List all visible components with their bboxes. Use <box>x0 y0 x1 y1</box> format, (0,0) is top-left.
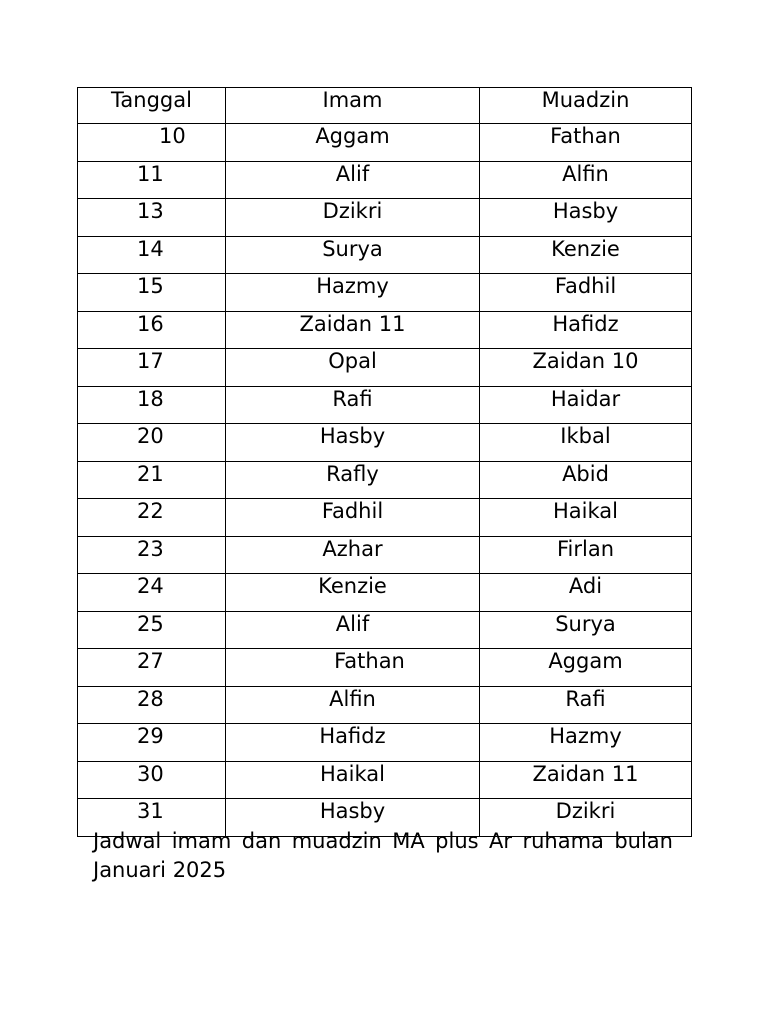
cell-muadzin: Firlan <box>480 537 692 574</box>
cell-muadzin: Alfin <box>480 162 692 199</box>
table-row <box>78 462 692 499</box>
cell-tanggal: 22 <box>78 499 226 537</box>
cell-imam: Azhar <box>226 537 480 574</box>
cell-tanggal: 29 <box>78 724 226 762</box>
cell-imam: Opal <box>226 349 480 387</box>
table-row <box>78 349 692 387</box>
table-row <box>78 574 692 612</box>
cell-muadzin: Zaidan 11 <box>480 762 692 799</box>
cell-imam: Hazmy <box>226 274 480 312</box>
cell-imam: Alif <box>226 162 480 199</box>
cell-tanggal: 28 <box>78 687 226 724</box>
cell-muadzin: Ikbal <box>480 424 692 462</box>
cell-tanggal: 25 <box>78 612 226 649</box>
cell-muadzin: Abid <box>480 462 692 499</box>
cell-muadzin: Haikal <box>480 499 692 537</box>
cell-muadzin: Hafidz <box>480 312 692 349</box>
cell-muadzin: Surya <box>480 612 692 649</box>
cell-imam: Hasby <box>226 424 480 462</box>
cell-imam: Dzikri <box>226 199 480 237</box>
table-row <box>78 274 692 312</box>
cell-imam: Rafly <box>226 462 480 499</box>
cell-muadzin: Adi <box>480 574 692 612</box>
table-row <box>78 424 692 462</box>
cell-imam: Surya <box>226 237 480 274</box>
table-row <box>78 499 692 537</box>
table-row <box>78 237 692 274</box>
cell-muadzin: Haidar <box>480 387 692 424</box>
cell-tanggal: 27 <box>78 649 226 687</box>
cell-tanggal: 17 <box>78 349 226 387</box>
cell-tanggal: 24 <box>78 574 226 612</box>
cell-tanggal: 14 <box>78 237 226 274</box>
table-row <box>78 124 692 162</box>
table-row <box>78 724 692 762</box>
cell-muadzin: Hazmy <box>480 724 692 762</box>
header-imam: Imam <box>226 88 480 124</box>
cell-muadzin: Fadhil <box>480 274 692 312</box>
table-row <box>78 387 692 424</box>
cell-imam: Haikal <box>226 762 480 799</box>
cell-tanggal: 31 <box>78 799 226 837</box>
table-row <box>78 649 692 687</box>
header-tanggal: Tanggal <box>78 88 226 124</box>
cell-tanggal: 23 <box>78 537 226 574</box>
table-row <box>78 312 692 349</box>
table-row <box>78 612 692 649</box>
table-row <box>78 162 692 199</box>
cell-imam: Hafidz <box>226 724 480 762</box>
cell-imam: Fathan <box>226 649 480 687</box>
cell-tanggal: 21 <box>78 462 226 499</box>
cell-tanggal: 10 <box>78 124 226 162</box>
schedule-table <box>77 87 692 837</box>
cell-tanggal: 18 <box>78 387 226 424</box>
cell-muadzin: Rafi <box>480 687 692 724</box>
cell-tanggal: 11 <box>78 162 226 199</box>
table-row <box>78 199 692 237</box>
table-row <box>78 762 692 799</box>
table-row <box>78 687 692 724</box>
cell-muadzin: Dzikri <box>480 799 692 837</box>
cell-imam: Aggam <box>226 124 480 162</box>
cell-muadzin: Aggam <box>480 649 692 687</box>
cell-muadzin: Zaidan 10 <box>480 349 692 387</box>
cell-tanggal: 13 <box>78 199 226 237</box>
cell-tanggal: 20 <box>78 424 226 462</box>
table-header-row <box>78 88 692 124</box>
header-muadzin: Muadzin <box>480 88 692 124</box>
cell-imam: Alif <box>226 612 480 649</box>
table-row <box>78 537 692 574</box>
cell-imam: Hasby <box>226 799 480 837</box>
table-body <box>78 124 692 837</box>
cell-imam: Alfin <box>226 687 480 724</box>
cell-imam: Kenzie <box>226 574 480 612</box>
cell-tanggal: 30 <box>78 762 226 799</box>
cell-imam: Zaidan 11 <box>226 312 480 349</box>
cell-muadzin: Kenzie <box>480 237 692 274</box>
cell-tanggal: 16 <box>78 312 226 349</box>
cell-tanggal: 15 <box>78 274 226 312</box>
document-caption: Jadwal imam dan muadzin MA plus Ar ruhama bulan Januari 2025 <box>93 829 673 882</box>
cell-muadzin: Hasby <box>480 199 692 237</box>
cell-imam: Fadhil <box>226 499 480 537</box>
cell-imam: Rafi <box>226 387 480 424</box>
cell-muadzin: Fathan <box>480 124 692 162</box>
